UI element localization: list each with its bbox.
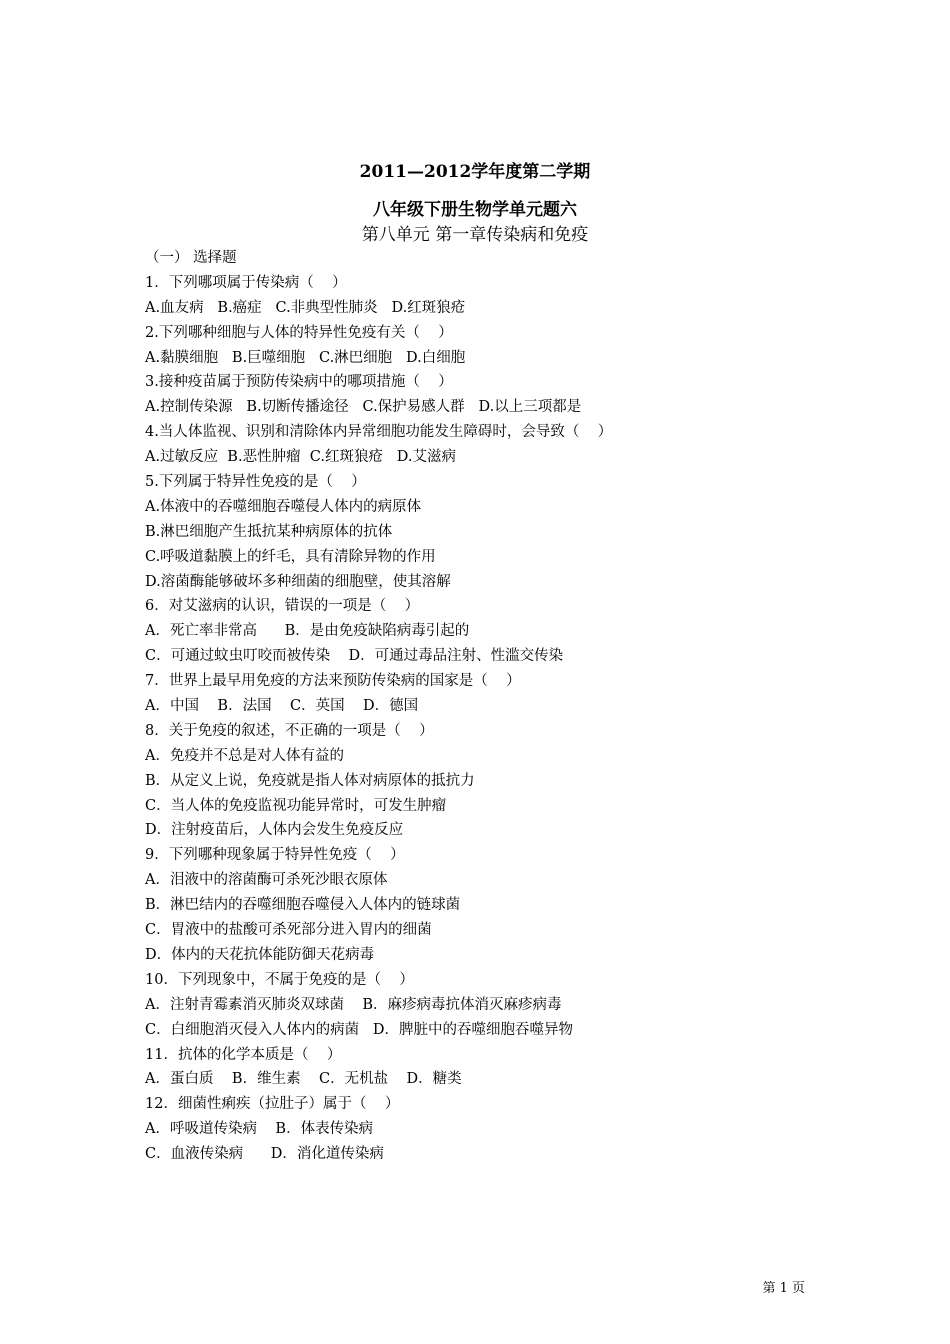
text-line: A.控制传染源 B.切断传播途径 C.保护易感人群 D.以上三项都是 [145,399,582,416]
text-line: 9．下列哪种现象属于特异性免疫（ ） [145,847,405,864]
text-line: C.呼吸道黏膜上的纤毛，具有清除异物的作用 [145,548,436,565]
text-line: （一） 选择题 [145,250,237,266]
text-line: 1．下列哪项属于传染病（ ） [145,274,347,291]
chapter-title: 第八单元 第一章传染病和免疫 [361,225,589,245]
text-line: A．注射青霉素消灭肺炎双球菌 B．麻疹病毒抗体消灭麻疹病毒 [145,996,562,1013]
text-line: A．中国 B．法国 C．英国 D．德国 [145,698,419,715]
text-line: A.血友病 B.癌症 C.非典型性肺炎 D.红斑狼疮 [145,299,466,316]
year-title: 2011—2012学年度第二学期 [359,162,591,182]
text-line: D．体内的天花抗体能防御天花病毒 [145,946,375,963]
text-line: 5.下列属于特异性免疫的是（ ） [145,474,366,491]
text-line: A．免疫并不总是对人体有益的 [145,747,344,764]
text-line: 7．世界上最早用免疫的方法来预防传染病的国家是（ ） [145,673,521,690]
text-line: 8．关于免疫的叙述，不正确的一项是（ ） [145,722,434,739]
question-list [145,246,845,1167]
text-line: 10．下列现象中，不属于免疫的是（ ） [145,971,414,988]
text-line: A.过敏反应 B.恶性肿瘤 C.红斑狼疮 D.艾滋病 [145,449,457,466]
text-line: A．泪液中的溶菌酶可杀死沙眼衣原体 [145,872,388,889]
text-line: 11．抗体的化学本质是（ ） [145,1046,342,1063]
text-line: C．当人体的免疫监视功能异常时，可发生肿瘤 [145,797,447,814]
text-line: A.黏膜细胞 B.巨噬细胞 C.淋巴细胞 D.白细胞 [145,349,466,366]
text-line: D.溶菌酶能够破坏多种细菌的细胞壁，使其溶解 [145,573,451,590]
text-line: A．呼吸道传染病 B．体表传染病 [145,1121,374,1138]
text-line: C．白细胞消灭侵入人体内的病菌 D．脾脏中的吞噬细胞吞噬异物 [145,1021,574,1038]
text-line: C．胃液中的盐酸可杀死部分进入胃内的细菌 [145,922,432,939]
text-line: C．可通过蚊虫叮咬而被传染 D．可通过毒品注射、性滥交传染 [145,648,564,665]
text-line: C．血液传染病 D．消化道传染病 [145,1146,384,1163]
text-line: B.淋巴细胞产生抵抗某种病原体的抗体 [145,523,393,540]
text-line: A.体液中的吞噬细胞吞噬侵人体内的病原体 [145,498,422,515]
text-line: 6．对艾滋病的认识，错误的一项是（ ） [145,598,420,615]
text-line: 2.下列哪种细胞与人体的特异性免疫有关（ ） [145,324,453,341]
text-line: 3.接种疫苗属于预防传染病中的哪项措施（ ） [145,374,453,391]
text-line: A．蛋白质 B．维生素 C．无机盐 D．糖类 [145,1071,462,1088]
text-line: 4.当人体监视、识别和清除体内异常细胞功能发生障碍时，会导致（ ） [145,424,613,441]
paper-title: 八年级下册生物学单元题六 [373,200,577,220]
text-line: B．从定义上说，免疫就是指人体对病原体的抵抗力 [145,772,475,789]
text-line: 12．细菌性痢疾（拉肚子）属于（ ） [145,1096,400,1113]
page-number: 第 1 页 [762,1281,805,1296]
text-line: B．淋巴结内的吞噬细胞吞噬侵入人体内的链球菌 [145,897,461,914]
text-line: D．注射疫苗后，人体内会发生免疫反应 [145,822,404,839]
text-line: A．死亡率非常高 B．是由免疫缺陷病毒引起的 [145,623,470,640]
